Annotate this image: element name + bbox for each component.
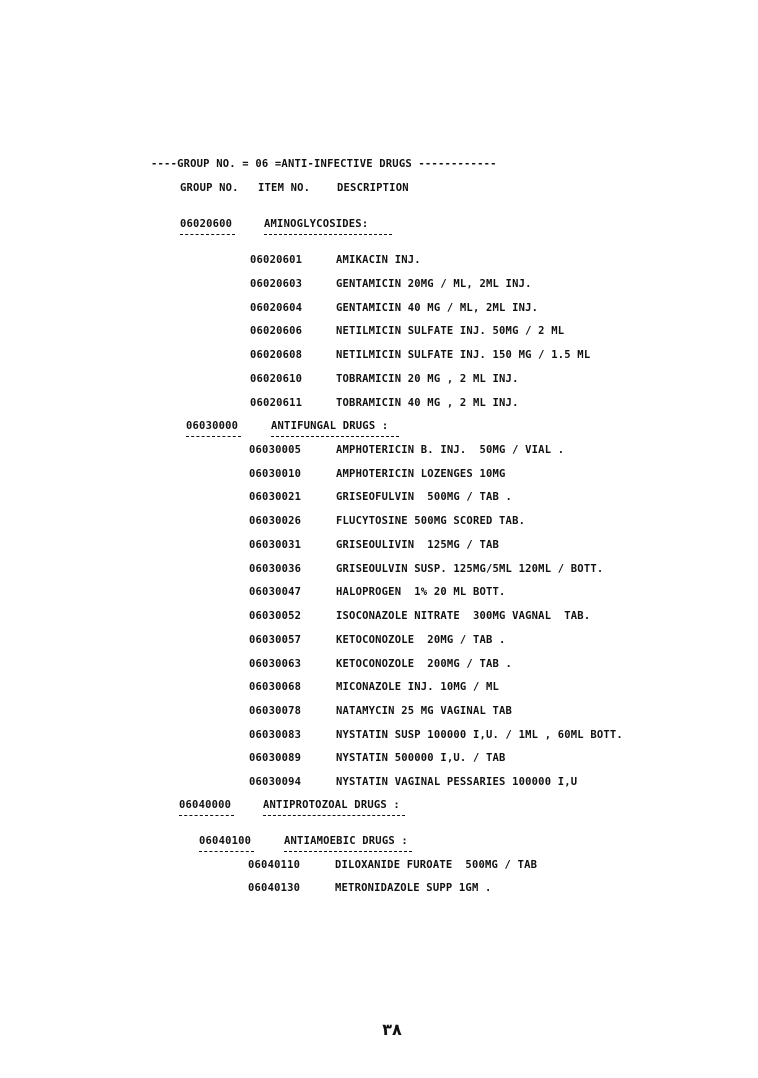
item-description: NATAMYCIN 25 MG VAGINAL TAB [336,705,513,717]
item-code: 06020603 [250,278,303,290]
section-code-underline [179,815,234,816]
section-title-underline [264,234,392,235]
section-code-underline [180,234,235,235]
item-description: DILOXANIDE FUROATE 500MG / TAB [335,859,538,871]
item-description: FLUCYTOSINE 500MG SCORED TAB. [336,515,526,527]
column-header-group-no: GROUP NO. [180,182,239,194]
item-description: GRISEOULVIN SUSP. 125MG/5ML 120ML / BOTT. [336,563,604,575]
page-number: ٣٨ [382,1020,402,1039]
item-description: TOBRAMICIN 20 MG , 2 ML INJ. [336,373,519,385]
item-description: GRISEOULIVIN 125MG / TAB [336,539,500,551]
section-title-underline [271,436,399,437]
item-code: 06020608 [250,349,303,361]
item-description: GENTAMICIN 40 MG / ML, 2ML INJ. [336,302,539,314]
item-code: 06030068 [249,681,302,693]
item-code: 06030078 [249,705,302,717]
section-title: AMINOGLYCOSIDES: [264,218,369,230]
item-code: 06030052 [249,610,302,622]
item-code: 06030083 [249,729,302,741]
section-title-underline [284,851,412,852]
item-description: TOBRAMICIN 40 MG , 2 ML INJ. [336,397,519,409]
section-code: 06040000 [179,799,232,811]
item-code: 06030005 [249,444,302,456]
item-description: HALOPROGEN 1% 20 ML BOTT. [336,586,506,598]
section-code: 06030000 [186,420,239,432]
item-code: 06030026 [249,515,302,527]
item-code: 06030031 [249,539,302,551]
item-description: KETOCONOZOLE 200MG / TAB . [336,658,513,670]
item-description: GRISEOFULVIN 500MG / TAB . [336,491,513,503]
item-code: 06030010 [249,468,302,480]
section-code-underline [186,436,241,437]
item-description: NETILMICIN SULFATE INJ. 50MG / 2 ML [336,325,565,337]
item-code: 06030021 [249,491,302,503]
item-description: NETILMICIN SULFATE INJ. 150 MG / 1.5 ML [336,349,591,361]
item-code: 06040130 [248,882,301,894]
item-code: 06030057 [249,634,302,646]
item-description: MICONAZOLE INJ. 10MG / ML [336,681,500,693]
item-description: AMIKACIN INJ. [336,254,421,266]
section-title: ANTIFUNGAL DRUGS : [271,420,389,432]
item-code: 06030036 [249,563,302,575]
item-description: NYSTATIN VAGINAL PESSARIES 100000 I,U [336,776,578,788]
section-code: 06020600 [180,218,233,230]
item-code: 06020610 [250,373,303,385]
item-description: NYSTATIN SUSP 100000 I,U. / 1ML , 60ML BOTT. [336,729,623,741]
item-code: 06030047 [249,586,302,598]
item-description: ISOCONAZOLE NITRATE 300MG VAGNAL TAB. [336,610,591,622]
item-code: 06040110 [248,859,301,871]
section-title: ANTIAMOEBIC DRUGS : [284,835,408,847]
item-code: 06020606 [250,325,303,337]
item-description: AMPHOTERICIN B. INJ. 50MG / VIAL . [336,444,565,456]
column-header-item-no: ITEM NO. [258,182,311,194]
item-code: 06030094 [249,776,302,788]
item-code: 06030063 [249,658,302,670]
item-description: AMPHOTERICIN LOZENGES 10MG [336,468,506,480]
item-description: KETOCONOZOLE 20MG / TAB . [336,634,506,646]
item-code: 06020604 [250,302,303,314]
column-header-description: DESCRIPTION [337,182,409,194]
section-title: ANTIPROTOZOAL DRUGS : [263,799,400,811]
section-title-underline [263,815,405,816]
item-code: 06030089 [249,752,302,764]
group-header: ----GROUP NO. = 06 =ANTI-INFECTIVE DRUGS ------------ [151,158,497,170]
item-description: GENTAMICIN 20MG / ML, 2ML INJ. [336,278,532,290]
section-code-underline [199,851,254,852]
item-code: 06020611 [250,397,303,409]
item-code: 06020601 [250,254,303,266]
section-code: 06040100 [199,835,252,847]
item-description: METRONIDAZOLE SUPP 1GM . [335,882,492,894]
item-description: NYSTATIN 500000 I,U. / TAB [336,752,506,764]
